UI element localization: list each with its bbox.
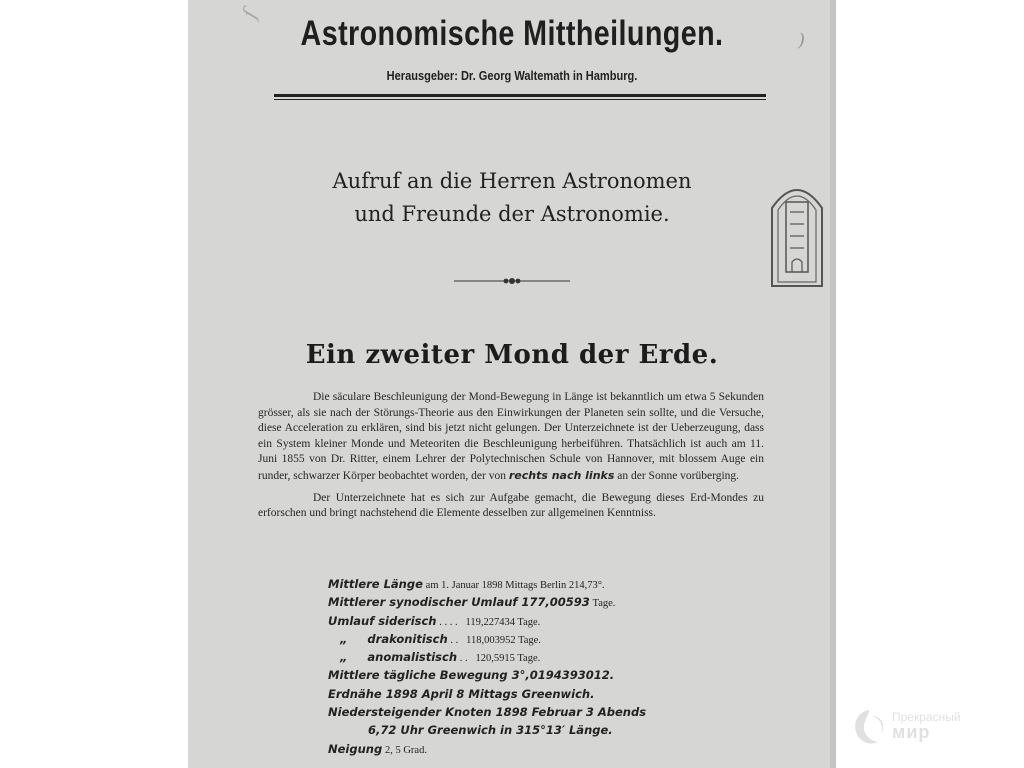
- element-row: [328, 741, 788, 759]
- element-label: Erdnähe 1898 April 8 Mittags Greenwich.: [328, 686, 595, 701]
- watermark-logo-icon: [850, 708, 888, 748]
- masthead-rule-thin: [274, 99, 766, 100]
- element-row: [328, 686, 788, 704]
- appeal-line-1: Aufruf an die Herren Astronomen: [332, 169, 692, 193]
- element-label: Umlauf siderisch: [328, 613, 437, 628]
- observatory-stamp-icon: [766, 178, 828, 290]
- paragraph-1: [258, 390, 764, 485]
- element-row: [328, 594, 788, 612]
- masthead-title: Astronomische Mittheilungen.: [300, 14, 724, 53]
- element-label: Mittlerer synodischer Umlauf 177,00593: [328, 595, 590, 610]
- element-value: am 1. Januar 1898 Mittags Berlin 214,73°.: [425, 580, 605, 591]
- element-value: . . . . 119,227434 Tage.: [439, 616, 541, 628]
- paragraph-1-emphasis: rechts nach links: [508, 468, 615, 482]
- masthead-rule-thick: [274, 94, 766, 97]
- watermark-line-1: Прекрасный: [892, 710, 961, 724]
- appeal-heading: [188, 165, 836, 231]
- element-row: [328, 576, 788, 594]
- element-label: Neigung: [328, 741, 383, 756]
- element-row: [328, 722, 788, 740]
- element-label: „ anomalistisch: [340, 650, 458, 665]
- document-page: [188, 0, 836, 768]
- paragraph-2: Der Unterzeichnete hat es sich zur Aufgabe gemacht, die Bewegung dieses Erd-Mondes zu erforschen und bringt nachstehend die Elemente desselben zur allgemeinen Kenntniss.: [258, 491, 764, 520]
- element-value: . . 120,5915 Tage.: [459, 653, 541, 665]
- element-label: Mittlere tägliche Bewegung 3°,0194393012.: [328, 668, 615, 683]
- pencil-mark-top-left: ſ: [237, 6, 263, 22]
- article-body: [258, 390, 764, 522]
- page-edge-shadow: [830, 0, 836, 768]
- element-value: Tage.: [592, 598, 616, 610]
- element-row: [328, 667, 788, 685]
- pencil-mark-top-right: ): [798, 30, 806, 51]
- element-label: Mittlere Länge: [328, 577, 423, 591]
- watermark-line-2: мир: [892, 722, 931, 742]
- element-row: [328, 704, 788, 722]
- element-row: [328, 613, 788, 631]
- element-value: . . 118,003952 Tage.: [450, 634, 541, 646]
- watermark-text: [892, 710, 961, 743]
- element-label: „ drakonitisch: [340, 631, 448, 646]
- element-label: 6,72 Uhr Greenwich in 315°13′ Länge.: [368, 723, 613, 738]
- watermark: [850, 708, 1020, 752]
- article-headline: Ein zweiter Mond der Erde.: [305, 340, 719, 370]
- paragraph-1-end: an der Sonne vorüberging.: [617, 469, 740, 482]
- element-value: 2, 5 Grad.: [384, 744, 427, 756]
- element-row: [328, 649, 788, 667]
- ornament-divider: [454, 276, 570, 286]
- masthead-subtitle: Herausgeber: Dr. Georg Waltemath in Hamburg.: [386, 68, 638, 83]
- paragraph-1-text: Die säculare Beschleunigung der Mond-Bewegung in Länge ist bekanntlich um etwa 5 Sekunden grösser, als sie nach der Störungs-Theorie aus den Einwirkungen der Planeten sein sollte, und die Versuche, diese Acceleration zu erklären, sind bis jetzt nicht gelungen. Der Unterzeichnete ist der Ueberzeugung, dass ein System kleiner Monde und Meteoriten die Beschleunigung herbeiführen. Thatsächlich ist auch am 11. Juni 1855 von Dr. Ritter, einem Lehrer der Polytechnischen Schule von Hannover, mit blossem Auge ein runder, schwarzer Körper beobachtet worden, der von: [258, 391, 764, 482]
- appeal-line-2: und Freunde der Astronomie.: [354, 202, 670, 226]
- orbital-elements-list: [328, 576, 788, 759]
- element-row: [328, 631, 788, 649]
- element-label: Niedersteigender Knoten 1898 Februar 3 Abends: [328, 705, 647, 720]
